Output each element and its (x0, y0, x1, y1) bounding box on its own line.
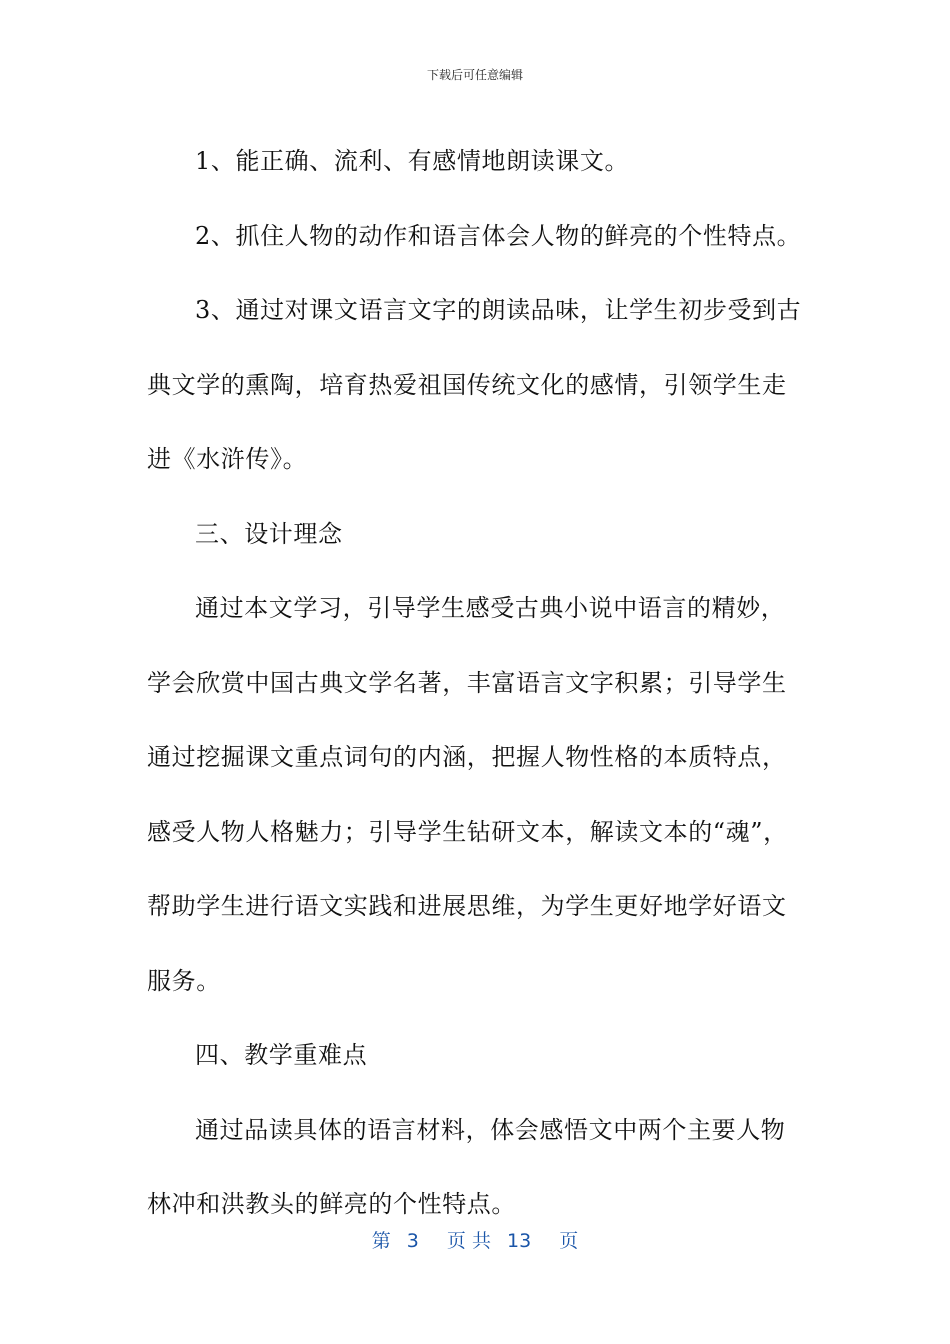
key-points-text: 通过品读具体的语言材料，体会感悟文中两个主要人物林冲和洪教头的鲜亮的个性特点。 (147, 1115, 786, 1218)
objective-1: 1、能正确、流利、有感情地朗读课文。 (195, 147, 630, 175)
page-mid: 页 共 (446, 1230, 491, 1252)
header-note: 下载后可任意编辑 (426, 68, 523, 82)
page-total: 13 (507, 1230, 532, 1252)
page-prefix: 第 (371, 1230, 391, 1252)
page-current: 3 (406, 1230, 419, 1252)
objective-3: 3、通过对课文语言文字的朗读品味，让学生初步受到古典文学的熏陶，培育热爱祖国传统文化的感情，引领学生走进《水浒传》。 (147, 296, 802, 473)
page-suffix: 页 (559, 1230, 579, 1252)
objective-2: 2、抓住人物的动作和语言体会人物的鲜亮的个性特点。 (195, 221, 802, 250)
section-heading-key-points: 四、教学重难点 (195, 1041, 368, 1069)
design-concept-text: 通过本文学习，引导学生感受古典小说中语言的精妙，学会欣赏中国古典文学名著，丰富语言文字积累；引导学生通过挖掘课文重点词句的内涵，把握人物性格的本质特点，感受人物人格魅力；引导学生钻研文本，解读文本的“魂”，帮助学生进行语文实践和进展思维，为学生更好地学好语文服务。 (147, 594, 788, 995)
document-body (147, 124, 807, 1242)
page-number-footer (0, 1226, 950, 1253)
section-heading-design-concept: 三、设计理念 (195, 519, 343, 548)
